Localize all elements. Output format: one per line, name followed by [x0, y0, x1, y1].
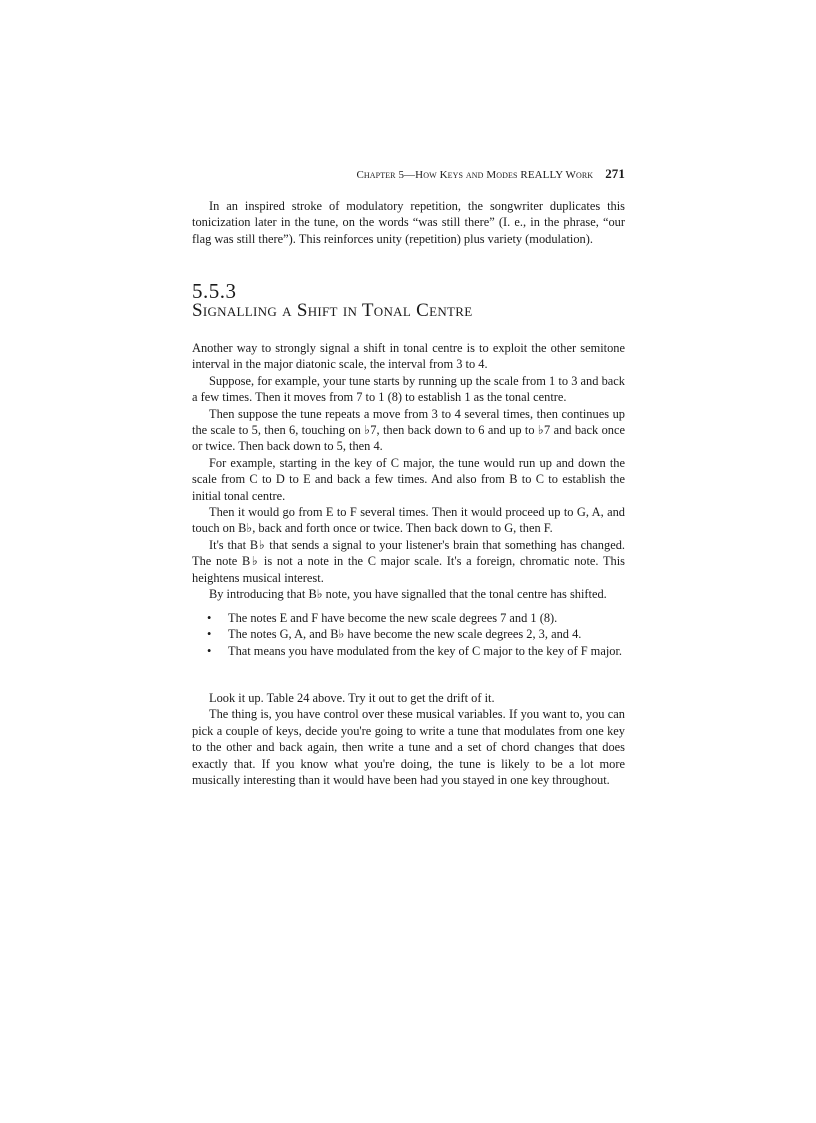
list-item-text: The notes E and F have become the new scale degrees 7 and 1 (8).	[228, 611, 558, 625]
section-title: Signalling a Shift in Tonal Centre	[192, 300, 473, 321]
closing-text	[192, 690, 625, 788]
paragraph: Then suppose the tune repeats a move from 3 to 4 several times, then continues up the scale to 5, then 6, touching on ♭7, then back down to 6 and up to ♭7 and back once or twice. Then back down to 5, then 4.	[192, 406, 625, 454]
section-body	[192, 340, 625, 603]
paragraph: In an inspired stroke of modulatory repetition, the songwriter duplicates this tonicization later in the tune, on the words “was still there” (I. e., in the phrase, “our flag was still there”). This reinforces unity (repetition) plus variety (modulation).	[192, 199, 625, 246]
running-header	[356, 166, 625, 182]
bullet-icon: •	[207, 611, 212, 625]
paragraph: It's that B♭ that sends a signal to your listener's brain that something has changed. The note B♭ is not a note in the C major scale. It's a foreign, chromatic note. This heightens musical interest.	[192, 537, 625, 585]
list-item	[192, 610, 625, 626]
section-number: 5.5.3	[192, 279, 237, 303]
bullet-icon: •	[207, 643, 212, 658]
list-item	[192, 643, 625, 659]
page-number: 271	[605, 166, 625, 181]
bullet-icon: •	[207, 627, 212, 642]
list-item	[192, 626, 625, 642]
paragraph: Look it up. Table 24 above. Try it out to get the drift of it.	[209, 691, 495, 705]
paragraph: Then it would go from E to F several times. Then it would proceed up to G, A, and touch on B♭, back and forth once or twice. Then back down to G, then F.	[192, 505, 625, 536]
paragraph: Suppose, for example, your tune starts by running up the scale from 1 to 3 and back a few times. Then it moves from 7 to 1 (8) to establish 1 as the tonal centre.	[192, 373, 625, 405]
bullet-list	[192, 610, 625, 659]
list-item-text: The notes G, A, and B♭ have become the new scale degrees 2, 3, and 4.	[228, 627, 582, 642]
intro-text	[192, 198, 625, 247]
paragraph: By introducing that B♭ note, you have signalled that the tonal centre has shifted.	[209, 587, 607, 602]
paragraph: Another way to strongly signal a shift in tonal centre is to exploit the other semitone interval in the major diatonic scale, the interval from 3 to 4.	[192, 341, 625, 372]
paragraph: The thing is, you have control over these musical variables. If you want to, you can pick a couple of keys, decide you're going to write a tune that modulates from one key to the other and back again, then write a tune and a set of chord changes that does exactly that. If you know what you're doing, the tune is likely to be a lot more musically interesting than it would have been had you stayed in one key throughout.	[192, 707, 625, 788]
paragraph: For example, starting in the key of C major, the tune would run up and down the scale from C to D to E and back a few times. And also from B to C to establish the initial tonal centre.	[192, 455, 625, 503]
running-title: Chapter 5—How Keys and Modes REALLY Work	[356, 169, 594, 181]
list-item-text: That means you have modulated from the key of C major to the key of F major.	[228, 643, 622, 658]
